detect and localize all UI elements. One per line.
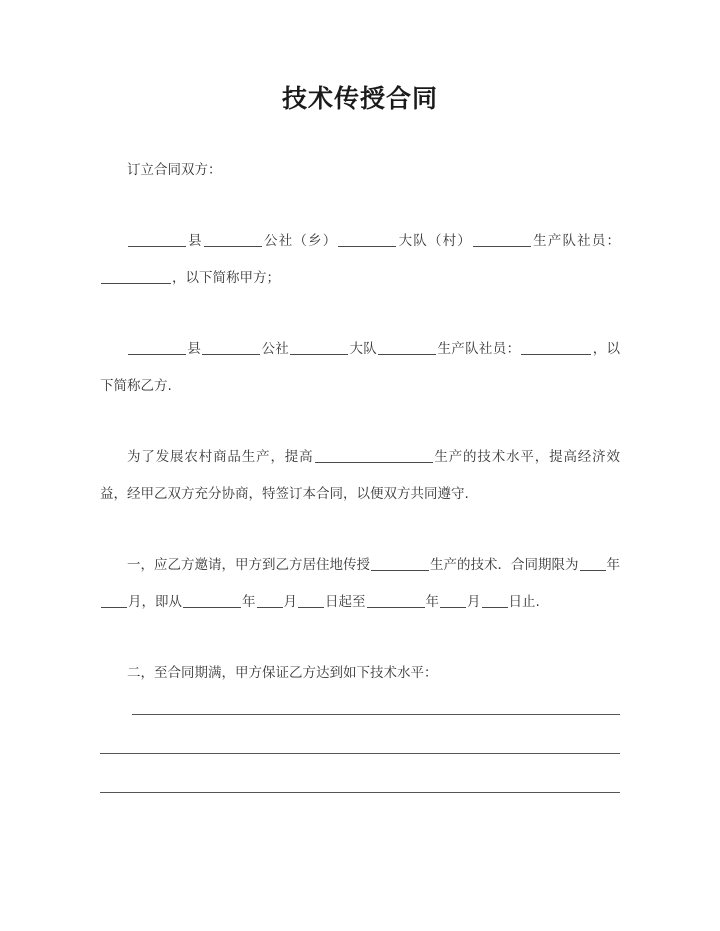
answer-line-3[interactable]: [100, 792, 620, 793]
clause-one-start-year-blank[interactable]: [183, 593, 241, 608]
party-b-brigade-label: 大队: [349, 341, 378, 357]
clause-one-text8: 年: [425, 594, 439, 610]
page-title: 技术传授合同: [281, 84, 438, 113]
party-b-brigade-blank[interactable]: [290, 340, 348, 355]
document-body: [0, 152, 720, 793]
preamble-part2: 生产的技术水平，提高经济效: [433, 449, 620, 465]
clause-one-end-day-blank[interactable]: [482, 593, 508, 608]
clause-two-text: 至合同期满，甲方保证乙方达到如下技术水平：: [154, 665, 438, 681]
clause-one-start-month-blank[interactable]: [257, 593, 283, 608]
clause-one-text6: 月: [283, 594, 297, 610]
clause-one-text9: 月: [467, 594, 481, 610]
spacer: [100, 405, 620, 439]
preamble-paragraph: [100, 439, 620, 513]
clause-one-text5: 年: [242, 594, 256, 610]
party-b-paragraph: [100, 331, 620, 405]
clause-one-product-blank[interactable]: [371, 556, 429, 571]
spacer: [100, 297, 620, 331]
party-b-team-label: 生产队社员：: [437, 341, 521, 357]
party-a-county-label: 县: [187, 233, 203, 249]
clause-one-text2: 生产的技术．合同期限为: [430, 557, 579, 573]
clause-one-paragraph: [100, 547, 620, 621]
party-a-commune-blank[interactable]: [204, 232, 262, 247]
clause-one-end-year-blank[interactable]: [367, 593, 425, 608]
clause-one-text1: 应乙方邀请，甲方到乙方居住地传授: [154, 557, 370, 573]
clause-one-start-day-blank[interactable]: [298, 593, 324, 608]
party-a-brigade-label: 大队（村）: [397, 233, 472, 249]
clause-one-text3: 年: [606, 557, 620, 573]
clause-one-term-month-blank[interactable]: [101, 593, 127, 608]
party-b-commune-blank[interactable]: [202, 340, 260, 355]
party-b-commune-label: 公社: [261, 341, 290, 357]
answer-lines-block: [100, 714, 620, 793]
party-b-line2-label: 下简称乙方.: [100, 378, 172, 394]
clause-one-marker: 一，: [127, 557, 154, 573]
party-a-tail-label: ，以下简称甲方；: [172, 270, 280, 286]
party-b-county-blank[interactable]: [128, 340, 186, 355]
clause-two-marker: 二，: [127, 665, 154, 681]
clause-one-text4: 月，即从: [128, 594, 182, 610]
preamble-part3: 益，经甲乙双方充分协商，特签订本合同，以便双方共同遵守.: [100, 486, 469, 502]
party-a-commune-label: 公社（乡）: [262, 233, 338, 249]
spacer: [100, 189, 620, 223]
party-a-team-blank[interactable]: [473, 232, 531, 247]
party-a-county-blank[interactable]: [128, 232, 186, 247]
party-a-member-blank[interactable]: [101, 269, 171, 284]
intro-paragraph: 订立合同双方：: [127, 162, 222, 178]
party-b-tail-label: ，以: [592, 341, 621, 357]
preamble-part1: 为了发展农村商品生产，提高: [127, 449, 314, 465]
spacer: [100, 621, 620, 655]
clause-two-paragraph: [100, 655, 620, 692]
party-a-member-label: 员：: [591, 233, 621, 249]
answer-line-2[interactable]: [100, 753, 620, 754]
party-a-paragraph: [100, 223, 620, 297]
party-b-county-label: 县: [187, 341, 202, 357]
clause-one-term-year-blank[interactable]: [580, 556, 606, 571]
clause-one-end-month-blank[interactable]: [440, 593, 466, 608]
party-a-brigade-blank[interactable]: [338, 232, 396, 247]
party-b-member-blank[interactable]: [521, 340, 591, 355]
clause-one-text7: 日起至: [325, 594, 366, 610]
spacer: [100, 513, 620, 547]
preamble-product-blank[interactable]: [315, 448, 433, 463]
answer-line-1[interactable]: [132, 714, 620, 715]
party-b-team-blank[interactable]: [378, 340, 436, 355]
clause-one-text10: 日止.: [508, 594, 540, 610]
party-a-team-label: 生产队社: [531, 233, 592, 249]
